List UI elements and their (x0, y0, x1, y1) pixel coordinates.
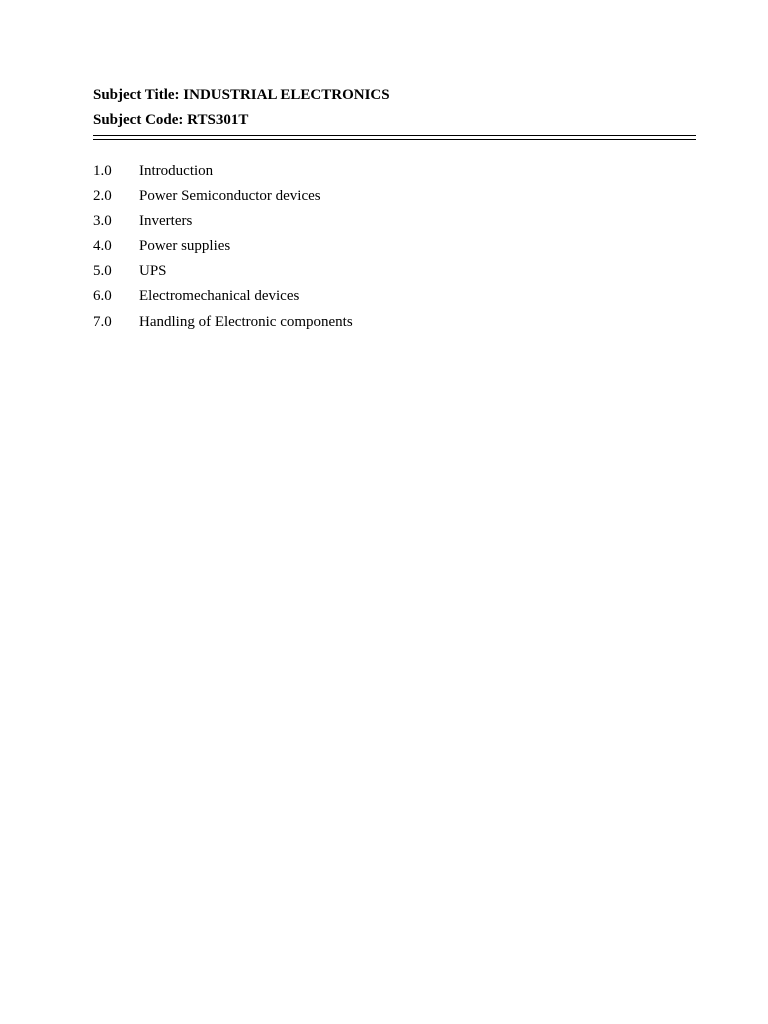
section-number: 7.0 (93, 313, 112, 330)
subject-code: Subject Code: RTS301T (93, 112, 249, 128)
section-number: 4.0 (93, 238, 112, 255)
section-title: Electromechanical devices (139, 288, 300, 305)
section-number: 6.0 (93, 288, 112, 305)
section-title: Handling of Electronic components (139, 313, 353, 330)
contents-list (93, 162, 696, 338)
list-item (93, 287, 696, 312)
section-title: Power Semiconductor devices (139, 188, 321, 205)
list-item (93, 237, 696, 262)
double-rule-divider (93, 135, 696, 140)
document-page (93, 85, 696, 338)
list-item (93, 313, 696, 338)
section-title: Inverters (139, 213, 193, 230)
section-title: UPS (139, 263, 167, 280)
subject-title: Subject Title: INDUSTRIAL ELECTRONICS (93, 87, 390, 103)
section-number: 3.0 (93, 213, 112, 230)
section-title: Power supplies (139, 238, 231, 255)
section-title: Introduction (139, 163, 214, 179)
list-item (93, 187, 696, 212)
section-number: 2.0 (93, 188, 112, 205)
list-item (93, 212, 696, 237)
list-item (93, 162, 696, 187)
section-number: 1.0 (93, 163, 112, 179)
list-item (93, 262, 696, 287)
section-number: 5.0 (93, 263, 112, 280)
